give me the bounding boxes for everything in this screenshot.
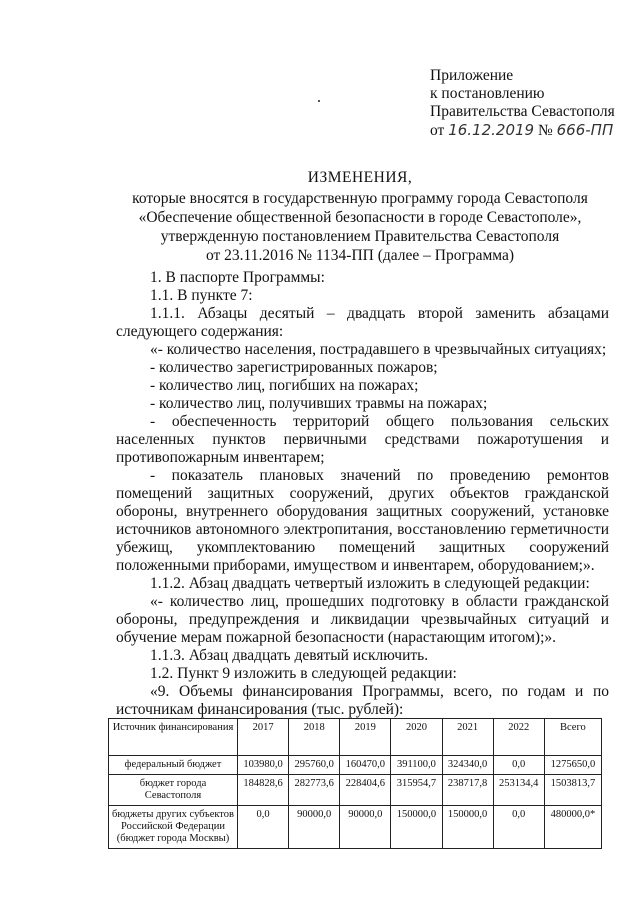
table-cell: 1275650,0 <box>544 756 601 775</box>
heading-line1: которые вносятся в государственную программу города Севастополя <box>132 190 588 207</box>
table-cell: 315954,7 <box>391 775 442 806</box>
header-cell: Источник финансирования <box>109 719 238 756</box>
table-cell: бюджет города Севастополя <box>109 775 238 806</box>
heading-line4: от 23.11.2016 № 1134-ПП (далее – Программа) <box>205 247 515 264</box>
paragraph: - обеспеченность территорий общего пользования сельских населенных пунктов первичными средствами пожаротушения и противопожарным инвентарем; <box>116 413 609 466</box>
scan-speck <box>318 100 320 102</box>
heading-line3: утвержденную постановлением Правительства Севастополя <box>160 228 560 245</box>
table-cell: 0,0 <box>493 756 544 775</box>
header-cell: 2018 <box>289 719 340 756</box>
table-cell: 0,0 <box>493 806 544 849</box>
table-cell: 184828,6 <box>238 775 289 806</box>
document-body <box>116 269 609 719</box>
appendix-block <box>430 67 615 140</box>
appendix-line1: Приложение <box>430 67 514 84</box>
table-cell: 90000,0 <box>340 806 391 849</box>
table-cell: 238717,8 <box>442 775 493 806</box>
table-header-row <box>109 719 602 756</box>
handwritten-date: 16.12.2019 <box>448 121 535 139</box>
paragraph: 1.1.3. Абзац двадцать девятый исключить. <box>150 647 429 664</box>
appendix-line3: Правительства Севастополя <box>430 103 615 120</box>
paragraph: 1.1. В пункте 7: <box>150 287 253 304</box>
table-cell: 391100,0 <box>391 756 442 775</box>
table-cell: 103980,0 <box>238 756 289 775</box>
table-cell: 324340,0 <box>442 756 493 775</box>
paragraph: «- количество населения, пострадавшего в чрезвычайных ситуациях; <box>150 341 607 358</box>
table-cell: 228404,6 <box>340 775 391 806</box>
heading-line2: «Обеспечение общественной безопасности в городе Севастополе», <box>138 209 582 226</box>
table-cell: федеральный бюджет <box>109 756 238 775</box>
paragraph: 1. В паспорте Программы: <box>150 269 325 286</box>
header-cell: 2021 <box>442 719 493 756</box>
paragraph: - количество лиц, погибших на пожарах; <box>150 377 419 394</box>
appendix-date-line <box>430 121 615 140</box>
table-row <box>109 806 602 849</box>
table-cell: 480000,0* <box>544 806 601 849</box>
table-cell: 150000,0 <box>391 806 442 849</box>
table-cell: 253134,4 <box>493 775 544 806</box>
header-cell: 2017 <box>238 719 289 756</box>
paragraph: - количество зарегистрированных пожаров; <box>150 359 438 376</box>
paragraph: «- количество лиц, прошедших подготовку в области гражданской обороны, предупреждения и ликвидации чрезвычайных ситуаций и обучение мерам пожарной безопасности (нарастающим итогом);». <box>116 593 609 646</box>
table-cell: 150000,0 <box>442 806 493 849</box>
appendix-line2: к постановлению <box>430 85 545 102</box>
financing-table <box>108 718 602 849</box>
document-title: ИЗМЕНЕНИЯ, <box>307 169 413 186</box>
header-cell: Всего <box>544 719 601 756</box>
table-cell: бюджеты других субъектов Российской Федерации (бюджет города Москвы) <box>109 806 238 849</box>
table-cell: 160470,0 <box>340 756 391 775</box>
header-cell: 2020 <box>391 719 442 756</box>
paragraph: 1.1.1. Абзацы десятый – двадцать второй заменить абзацами следующего содержания: <box>116 305 609 340</box>
financing-table-wrap <box>108 718 602 849</box>
table-cell: 295760,0 <box>289 756 340 775</box>
table-cell: 1503813,7 <box>544 775 601 806</box>
table-cell: 0,0 <box>238 806 289 849</box>
date-prefix: от <box>430 122 445 139</box>
paragraph: 1.2. Пункт 9 изложить в следующей редакции: <box>150 665 457 682</box>
paragraph: - количество лиц, получивших травмы на пожарах; <box>150 395 488 412</box>
number-prefix: № <box>537 122 553 139</box>
table-row <box>109 756 602 775</box>
paragraph: «9. Объемы финансирования Программы, всего, по годам и по источникам финансирования (тыс. рублей): <box>116 683 609 718</box>
table-row <box>109 775 602 806</box>
table-cell: 90000,0 <box>289 806 340 849</box>
header-cell: 2019 <box>340 719 391 756</box>
handwritten-number: 666-ПП <box>556 121 614 139</box>
document-heading <box>100 168 620 265</box>
paragraph: 1.1.2. Абзац двадцать четвертый изложить в следующей редакции: <box>150 575 590 592</box>
header-cell: 2022 <box>493 719 544 756</box>
paragraph: - показатель плановых значений по проведению ремонтов помещений защитных сооружений, других объектов гражданской обороны, внутреннего оборудования защитных сооружений, установке источников автономного электропитания, восстановлению герметичности убежищ, укомплектованию помещений защитных сооружений положенными приборами, имуществом и инвентарем, оборудованием;». <box>116 467 609 574</box>
table-cell: 282773,6 <box>289 775 340 806</box>
